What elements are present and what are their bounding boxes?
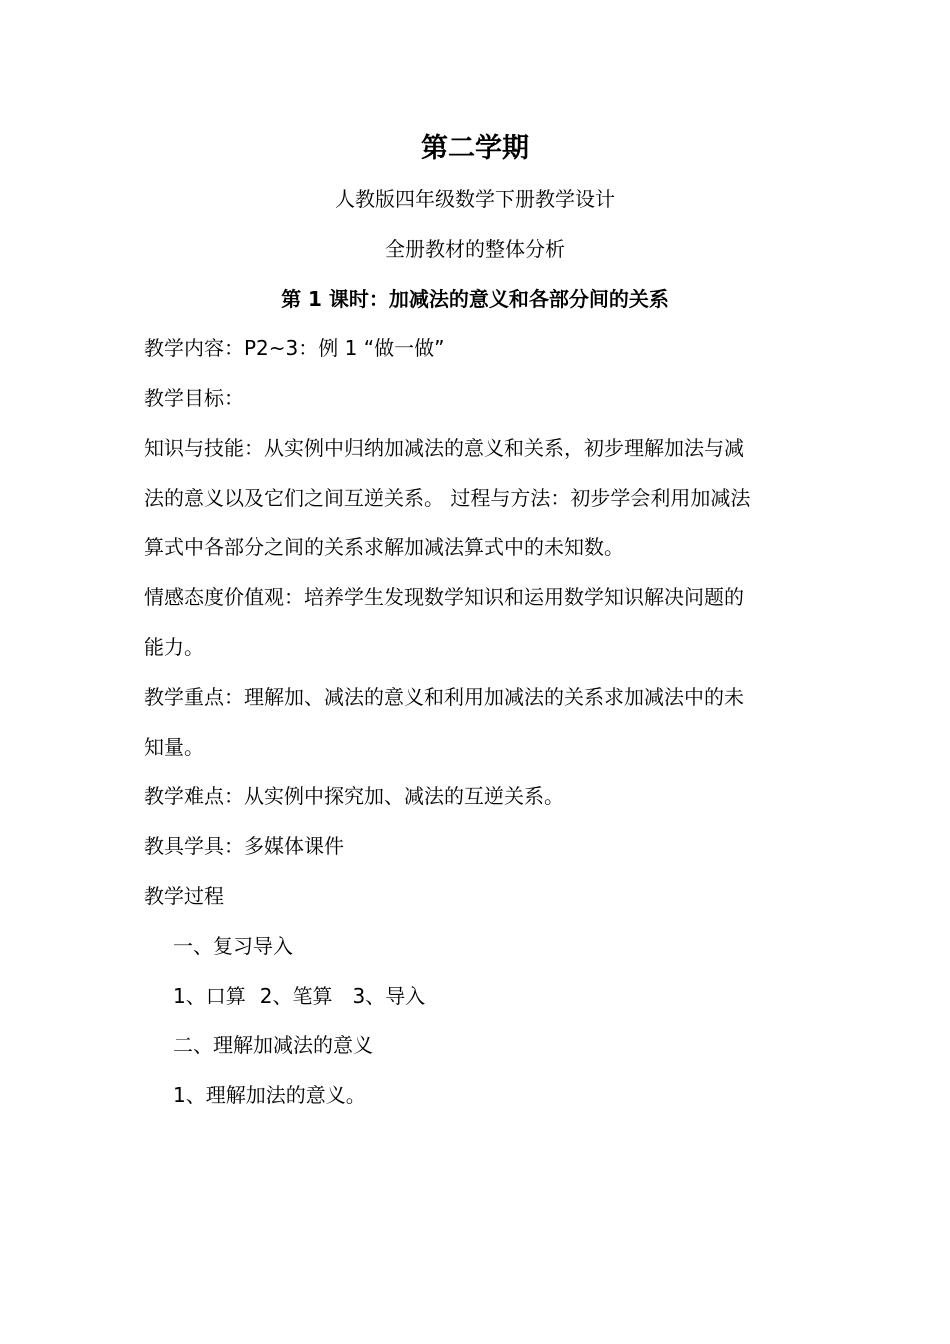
teaching-content: 教学内容：P2~3：例 1 “做一做”: [144, 336, 445, 360]
key-point-line-1: 教学重点：理解加、减法的意义和利用加减法的关系求加减法中的未: [144, 685, 744, 709]
step-2-heading: 二、理解加减法的意义: [173, 1033, 373, 1057]
step-1-item-written: 2、笔算: [259, 984, 333, 1008]
step-2-item-1: 1、理解加法的意义。: [173, 1083, 366, 1107]
step-1-item-intro: 3、导入: [352, 984, 426, 1008]
emotion-values-line-1: 情感态度价值观：培养学生发现数学知识和运用数学知识解决问题的: [144, 585, 744, 609]
document-subtitle: 人教版四年级数学下册教学设计: [335, 187, 615, 211]
key-point-line-2: 知量。: [144, 735, 204, 759]
teaching-difficulty: 教学难点：从实例中探究加、减法的互逆关系。: [144, 784, 564, 808]
knowledge-skills-line-2: 法的意义以及它们之间互逆关系。 过程与方法：初步学会利用加减法: [144, 486, 751, 510]
step-1-item-oral: 1、口算: [173, 984, 246, 1008]
teaching-tools: 教具学具：多媒体课件: [144, 834, 344, 858]
section-heading: 全册教材的整体分析: [385, 237, 565, 261]
knowledge-skills-line-3: 算式中各部分之间的关系求解加减法算式中的未知数。: [144, 535, 624, 559]
teaching-objectives-label: 教学目标：: [144, 386, 244, 410]
lesson-heading: 第 1 课时：加减法的意义和各部分间的关系: [281, 287, 669, 311]
emotion-values-line-2: 能力。: [144, 635, 204, 659]
document-title: 第二学期: [421, 133, 529, 164]
step-1-items: [0, 982, 950, 1010]
knowledge-skills-line-1: 知识与技能：从实例中归纳加减法的意义和关系，初步理解加法与减: [144, 436, 744, 460]
teaching-process-label: 教学过程: [144, 884, 224, 908]
step-1-heading: 一、复习导入: [173, 934, 293, 958]
